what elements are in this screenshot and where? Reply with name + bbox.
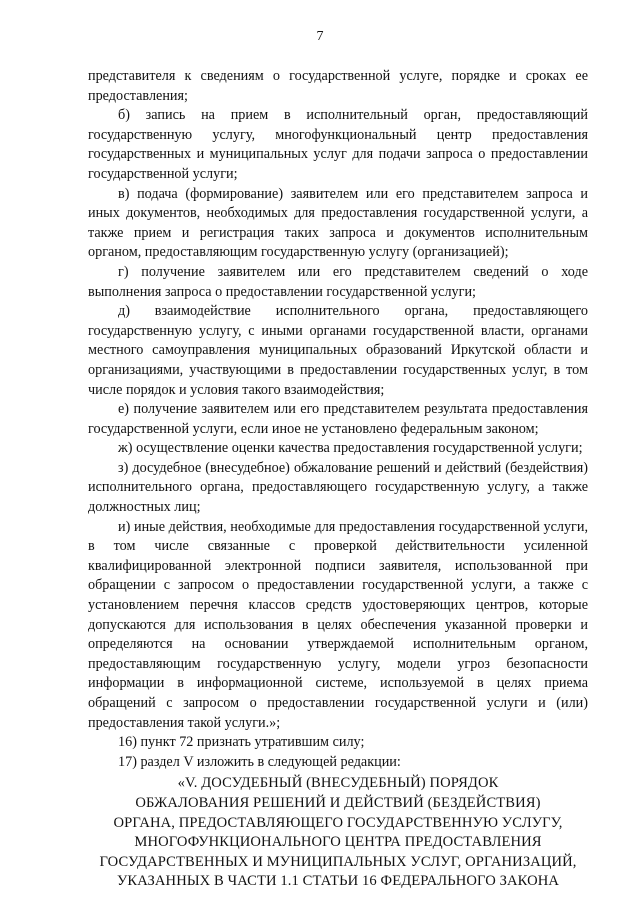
paragraph-point-16: 16) пункт 72 признать утратившим силу; xyxy=(118,734,365,751)
section-heading-line: «V. ДОСУДЕБНЫЙ (ВНЕСУДЕБНЫЙ) ПОРЯДОК xyxy=(177,775,499,792)
section-heading-line: УКАЗАННЫХ В ЧАСТИ 1.1 СТАТЬИ 16 ФЕДЕРАЛЬНОГО ЗАКОНА xyxy=(116,873,560,890)
paragraph-item-g: г) получение заявителем или его представителем сведений о ходе выполнения запроса о предоставлении государственной услуги; xyxy=(88,263,588,300)
page-number: 7 xyxy=(316,29,324,44)
section-heading-line: ОБЖАЛОВАНИЯ РЕШЕНИЙ И ДЕЙСТВИЙ (БЕЗДЕЙСТВИЯ) xyxy=(135,794,541,811)
section-heading xyxy=(88,774,588,892)
section-heading-line: ГОСУДАРСТВЕННЫХ И МУНИЦИПАЛЬНЫХ УСЛУГ, ОРГАНИЗАЦИЙ, xyxy=(99,853,577,870)
paragraph-item-zh: ж) осуществление оценки качества предоставления государственной услуги; xyxy=(118,440,583,457)
paragraph-item-b: б) запись на прием в исполнительный орган, предоставляющий государственную услугу, многофункциональный центр предоставления государственных и муниципальных услуг для подачи запроса о предоставлении государственной услуги; xyxy=(88,107,588,182)
paragraph-point-17: 17) раздел V изложить в следующей редакции: xyxy=(118,753,401,770)
paragraph-continuation: представителя к сведениям о государственной услуге, порядке и сроках ее предоставления; xyxy=(88,68,588,104)
paragraph-item-v: в) подача (формирование) заявителем или его представителем запроса и иных документов, необходимых для предоставления государственной услуги, а также прием и регистрация таких запроса и документов исполнительным органом, предоставляющим государственную услугу (организацией); xyxy=(88,185,588,261)
paragraph-item-z: з) досудебное (внесудебное) обжалование решений и действий (бездействия) исполнительного органа, предоставляющего государственную услугу, а также должностных лиц; xyxy=(88,459,588,516)
paragraph-item-i: и) иные действия, необходимые для предоставления государственной услуги, в том числе связанные с проверкой действительности усиленной квалифицированной электронной подписи заявителя, использованной при обращении с запросом о предоставлении государственной услуги, а также с установлением перечня классов средств удостоверяющих центров, которые допускаются для использования в целях обеспечения указанной проверки и определяются на основании утверждаемой исполнительным органом, предоставляющим государственную услугу, модели угроз безопасности информации в информационной системе, используемой в целях приема обращений с запросом о предоставлении государственной услуги и (или) предоставления такой услуги.»; xyxy=(88,518,588,731)
document-body xyxy=(88,67,588,892)
section-heading-line: ОРГАНА, ПРЕДОСТАВЛЯЮЩЕГО ГОСУДАРСТВЕННУЮ УСЛУГУ, xyxy=(113,814,563,831)
section-heading-line: МНОГОФУНКЦИОНАЛЬНОГО ЦЕНТРА ПРЕДОСТАВЛЕНИЯ xyxy=(134,834,542,851)
paragraph-item-d: д) взаимодействие исполнительного органа, предоставляющего государственную услугу, с иными органами государственной власти, органами местного самоуправления муниципальных образований Иркутской области и организациями, участвующими в предоставлении государственных услуг, в том числе порядок и условия такого взаимодействия; xyxy=(88,303,588,398)
paragraph-item-e: е) получение заявителем или его представителем результата предоставления государственной услуги, если иное не установлено федеральным законом; xyxy=(88,401,588,437)
